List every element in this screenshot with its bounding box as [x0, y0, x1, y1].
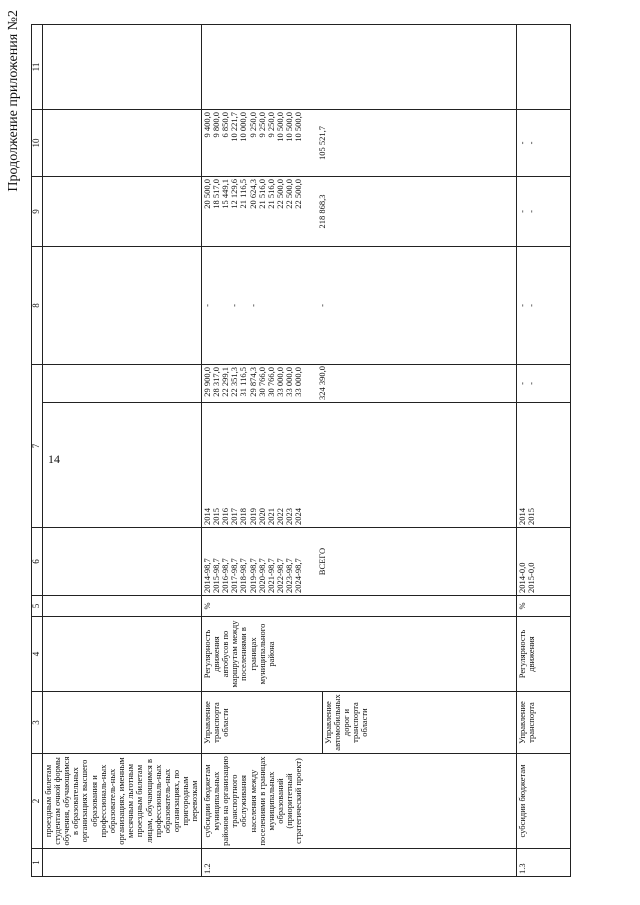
target-value: 2015-0,0 [525, 562, 536, 593]
total-col7: 324 390,0 [316, 366, 327, 400]
col-head: 6 [32, 528, 43, 596]
cell-col10 [516, 110, 570, 177]
amount: 20 500,0 [201, 179, 212, 209]
year-value: 2016 [219, 508, 230, 525]
amount: 21 516,0 [265, 179, 276, 209]
col-head: 1 [32, 849, 43, 877]
amount: 22 500,0 [284, 179, 295, 209]
total-col9: 218 868,3 [316, 194, 327, 229]
table-row-1-2 [201, 25, 516, 877]
cell-col8 [516, 247, 570, 365]
target-value: 2024-98,7 [293, 558, 304, 593]
amount: 33 000,0 [293, 367, 304, 397]
amount: 29 874,3 [247, 367, 258, 397]
col-head: 11 [32, 25, 43, 110]
cell-description: субсидии бюджетам муниципальных районов на организацию транспортного обслуживания населения между поселениями в границах муниципальных образований (приоритетный стратегический проект) [201, 754, 516, 849]
amount: 9 250,0 [265, 112, 276, 138]
amount: 10 500,0 [275, 112, 286, 142]
amount: 22 500,0 [275, 179, 286, 209]
dash: - [516, 210, 527, 213]
column-number-row [32, 25, 43, 877]
target-value: 2020-98,7 [256, 558, 267, 593]
target-value: 2021-98,7 [265, 558, 276, 593]
amount: 33 000,0 [284, 367, 295, 397]
cell-col9 [201, 177, 516, 247]
amount: 22 500,0 [293, 179, 304, 209]
dash: - [525, 304, 536, 307]
dash: - [525, 210, 536, 213]
amount: 10 500,0 [293, 112, 304, 142]
cell-description: субсидии бюджетам [516, 754, 570, 849]
executor-2: Управление автомобильных дорог и транспорта области [322, 694, 370, 751]
amount: 28 317,0 [210, 367, 221, 397]
year-value: 2017 [229, 508, 240, 525]
year-value: 2020 [256, 508, 267, 525]
cell-unit: % [516, 596, 570, 617]
target-value: 2023-98,7 [284, 558, 295, 593]
page-number: 14 [48, 452, 60, 466]
cell-col9 [516, 177, 570, 247]
cell-row-number: 1.3 [516, 849, 570, 877]
year-value: 2014 [516, 508, 527, 525]
table-row-continued [42, 25, 201, 877]
amount: 21 116,5 [238, 179, 249, 209]
dash: - [525, 382, 536, 385]
amount: 12 129,6 [229, 179, 240, 209]
amount: 33 000,0 [275, 367, 286, 397]
cell-unit: % [201, 596, 516, 617]
target-value: 2019-98,7 [247, 558, 258, 593]
year-value: 2018 [238, 508, 249, 525]
cell-col10 [201, 110, 516, 177]
col-head: 4 [32, 617, 43, 692]
cell-col7 [516, 365, 570, 403]
amount: 10 500,0 [284, 112, 295, 142]
amount: 21 516,0 [256, 179, 267, 209]
target-value: 2014-98,7 [201, 558, 212, 593]
dash: - [516, 304, 527, 307]
amount: 9 250,0 [256, 112, 267, 138]
amount: - [247, 304, 258, 307]
dash: - [516, 382, 527, 385]
dash: - [516, 141, 527, 145]
year-value: 2019 [247, 508, 258, 525]
total-label: ВСЕГО [316, 547, 327, 576]
cell-years [516, 403, 570, 528]
col-head: 8 [32, 247, 43, 365]
year-value: 2021 [265, 508, 276, 525]
col-head: 7 [32, 365, 43, 528]
year-value: 2023 [284, 508, 295, 525]
col-head: 10 [32, 110, 43, 177]
cell-executor [201, 692, 516, 754]
amount: 15 449,1 [219, 179, 230, 209]
amount: 29 900,0 [201, 367, 212, 397]
dash: - [525, 141, 536, 145]
year-value: 2014 [201, 508, 212, 525]
cell-indicator: Регулярность движения автобусов по маршрутам между поселениями в границах муниципального района [201, 617, 516, 692]
cell-executor: Управление транспорта [516, 692, 570, 754]
amount: 30 766,0 [265, 367, 276, 397]
amount: 10 000,0 [238, 112, 249, 142]
amount: 22 299,1 [219, 367, 230, 397]
col-head: 2 [32, 754, 43, 849]
table-row-1-3 [516, 25, 570, 877]
amount: 22 351,3 [229, 367, 240, 397]
target-value: 2014-0,0 [516, 562, 527, 593]
cell-col7 [201, 365, 516, 403]
target-value: 2018-98,7 [238, 558, 249, 593]
amount: 10 221,7 [229, 112, 240, 142]
cell-targets [516, 528, 570, 596]
cell-targets [201, 528, 516, 596]
executor-1: Управление транспорта области [202, 692, 323, 753]
total-col10: 105 521,7 [316, 126, 327, 160]
amount: 31 116,5 [238, 367, 249, 397]
amount: - [201, 304, 212, 307]
amount: 30 766,0 [256, 367, 267, 397]
cell-description: проездным билетам студентам очной формы обучения, обучающимся в образовательных организациях высшего образования и профессиональ-ных образователь-ных организациях, именным месячным льготным проездным билетам лицам, обучающимся в профессиональ-ных образователь-ных организациях, по пригородным перевозкам [42, 754, 201, 849]
amount: 9 250,0 [247, 112, 258, 138]
target-value: 2015-98,7 [210, 558, 221, 593]
amount: 18 517,0 [210, 179, 221, 209]
amount: 20 624,3 [247, 179, 258, 209]
year-value: 2022 [275, 508, 286, 525]
cell-indicator: Регулярность движения [516, 617, 570, 692]
year-value: 2015 [210, 508, 221, 525]
appendix-title: Продолжение приложения №2 [6, 10, 21, 192]
amount: 6 850,0 [219, 112, 230, 138]
year-value: 2015 [525, 508, 536, 525]
appendix-table [31, 24, 571, 877]
col-head: 5 [32, 596, 43, 617]
cell-years [201, 403, 516, 528]
amount: 9 400,0 [201, 112, 212, 138]
target-value: 2016-98,7 [219, 558, 230, 593]
amount: 9 800,0 [210, 112, 221, 138]
target-value: 2017-98,7 [229, 558, 240, 593]
target-value: 2022-98,7 [275, 558, 286, 593]
cell-col8 [201, 247, 516, 365]
cell-row-number: 1.2 [201, 849, 516, 877]
total-col8: - [316, 304, 327, 307]
amount: - [229, 304, 240, 307]
year-value: 2024 [293, 508, 304, 525]
col-head: 9 [32, 177, 43, 247]
col-head: 3 [32, 692, 43, 754]
